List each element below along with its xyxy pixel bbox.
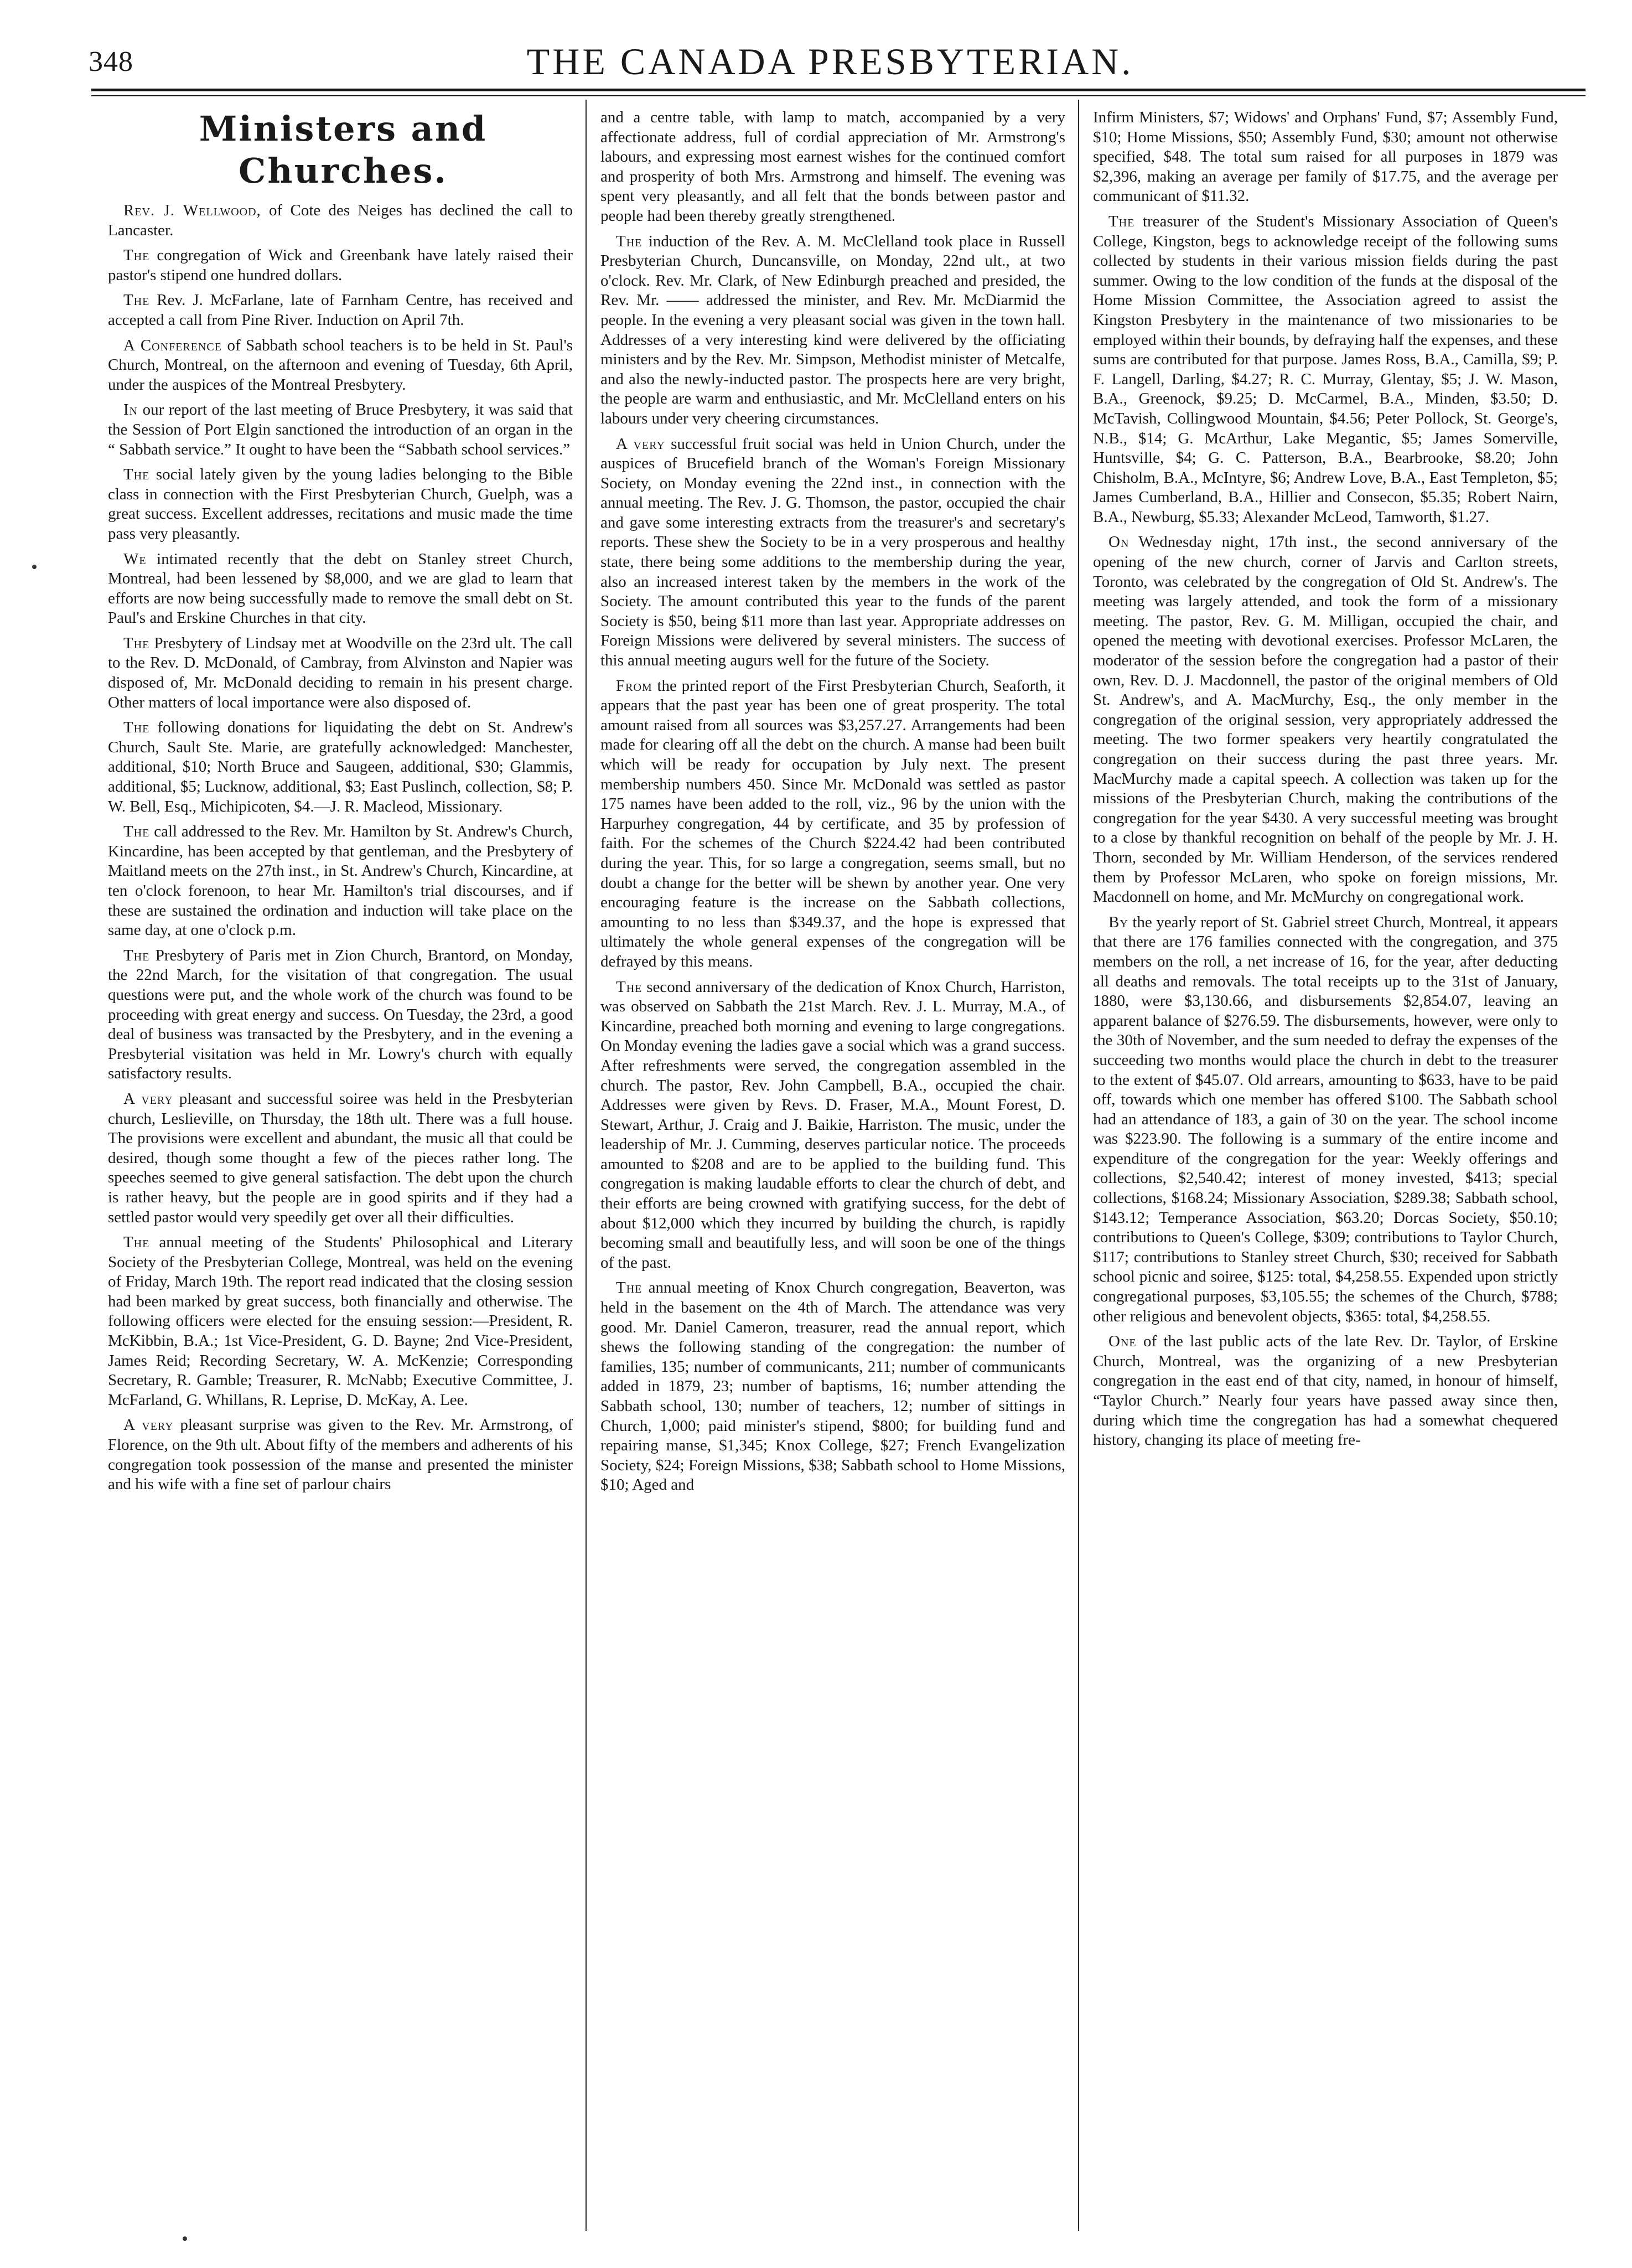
- article-paragraph: [108, 946, 573, 1084]
- article-paragraph: [108, 1089, 573, 1227]
- article-paragraph: [1093, 108, 1558, 206]
- article-paragraph: [600, 1278, 1065, 1495]
- section-title: Ministers and Churches.: [199, 109, 488, 191]
- paragraph-text: following donations for liquidating the debt on St. Andrew's Church, Sault Ste. Marie, are gratefully acknowledged: Manchester, additional, $10; North Bruce and Saugeen, additional, $30; Glammis, additional, $5; Lucknow, additional, $3; East Puslinch, collection, $8; P. W. Bell, Esq., Michipicoten, $4.—J. R. Macleod, Missionary.: [108, 719, 573, 815]
- paragraph-lead: The: [616, 1279, 643, 1297]
- paragraph-lead: A Conference: [123, 336, 222, 354]
- article-paragraph: [108, 400, 573, 459]
- paragraph-lead: The: [616, 232, 643, 250]
- column-2-paragraphs: [600, 108, 1065, 1495]
- paragraph-text: Rev. J. McFarlane, late of Farnham Centre, has received and accepted a call from Pine River. Induction on April 7th.: [108, 291, 573, 329]
- paragraph-lead: The: [123, 466, 150, 484]
- paragraph-text: annual meeting of the Students' Philosophical and Literary Society of the Presbyterian College, Montreal, was held on the evening of Friday, March 19th. The report read indicated that the closing session had been marked by great success, both financially and otherwise. The following officers were elected for the ensuing session:—President, R. McKibbin, B.A.; 1st Vice-President, G. D. Bayne; 2nd Vice-President, James Reid; Recording Secretary, W. A. McKenzie; Corresponding Secretary, R. Gamble; Treasurer, R. McNabb; Executive Committee, J. McFarland, G. Whillans, R. Leprise, D. McKay, A. Lee.: [108, 1233, 573, 1409]
- paragraph-text: second anniversary of the dedication of Knox Church, Harriston, was observed on Sabbath the 21st March. Rev. J. L. Murray, M.A., of Kincardine, preached both morning and evening to large congregations. On Monday evening the ladies gave a social which was a grand success. After refreshments were served, the congregation assembled in the church. The pastor, Rev. John Campbell, B.A., occupied the chair. Addresses were given by Revs. D. Fraser, M.A., Mount Forest, D. Stewart, Arthur, J. Craig and J. Baikie, Harriston. The music, under the leadership of Mr. J. Cumming, deserves particular notice. The proceeds amounted to $208 and are to be applied to the building fund. This congregation is making laudable efforts to clear the church of debt, and their efforts are being crowned with gratifying success, for the debt of about $12,000 which they incurred by building the church, is rapidly becoming small and beautifully less, and will soon be one of the things of the past.: [600, 978, 1065, 1272]
- article-paragraph: [108, 1233, 573, 1410]
- paragraph-text: successful fruit social was held in Union Church, under the auspices of Brucefield branch of the Woman's Foreign Missionary Society, on Monday evening the 22nd inst., in connection with the annual meeting. The Rev. J. G. Thomson, the pastor, occupied the chair and gave some interesting extracts from the treasurer's and secretary's reports. These shew the Society to be in a very prosperous and healthy state, there being some additions to the membership during the year, also an increased interest taken by the members in the work of the Society. The amount contributed this year to the funds of the parent Society is $50, being $11 more than last year. Appropriate addresses on Foreign Missions were delivered by several ministers. The success of this annual meeting augurs well for the future of the Society.: [600, 435, 1065, 670]
- article-paragraph: [600, 108, 1065, 226]
- paragraph-text: Wednesday night, 17th inst., the second anniversary of the opening of the new church, corner of Jarvis and Carlton streets, Toronto, was celebrated by the congregation of Old St. Andrew's. The meeting was largely attended, and took the form of a missionary meeting. The pastor, Rev. G. M. Milligan, occupied the chair, and opened the meeting with devotional exercises. Professor McLaren, the moderator of the session before the congregation had a pastor of their own, Rev. D. J. Macdonnell, the pastor of the original members of Old St. Andrew's, and A. MacMurchy, Esq., the only member in the congregation of the original session, very appropriately addressed the meeting. The two former speakers very heartily congratulated the congregation on their success during the past three years. Mr. MacMurchy made a capital speech. A collection was taken up for the missions of the Presbyterian Church, making the contributions of the congregation for the year $430. A very successful meeting was brought to a close by thankful recognition on behalf of the people by Mr. J. H. Thorn, seconded by Mr. William Henderson, of the services rendered them by Professor McLaren, who spoke on foreign missions, Mr. Macdonnell on home, and Mr. McMurchy on congregational work.: [1093, 533, 1558, 906]
- paragraph-text: social lately given by the young ladies belonging to the Bible class in connection with the First Presbyterian Church, Guelph, was a great success. Excellent addresses, recitations and music made the time pass very pleasantly.: [108, 466, 573, 543]
- column-2: [600, 108, 1065, 1501]
- paragraph-lead: A very: [123, 1089, 173, 1108]
- page-header: [83, 39, 1577, 83]
- column-rule-left: [586, 100, 587, 2231]
- paragraph-lead: We: [123, 550, 147, 568]
- paragraph-text: treasurer of the Student's Missionary Association of Queen's College, Kingston, begs to acknowledge receipt of the following sums collected by students in their various mission fields during the past summer. Owing to the low condition of the funds at the disposal of the Home Mission Committee, the Association agreed to assist the Kingston Presbytery in the maintenance of two missionaries to be employed within their bounds, by defraying half the expenses, and these sums are contributed for that purpose. James Ross, B.A., Camilla, $9; P. F. Langell, Darling, $4.27; R. C. Murray, Glentay, $5; J. W. Mason, B.A., Greenock, $9.25; D. McCarmel, B.A., Minden, $3.50; D. McTavish, Collingwood Mountain, $4.56; Peter Pollock, St. George's, N.B., $14; G. McArthur, Lake Megantic, $5; James Somerville, Huntsville, $4; G. C. Patterson, B.A., Bearbrooke, $8.20; John Chisholm, B.A., McIntyre, $6; Andrew Love, B.A., East Templeton, $5; James Cumberland, B.A., Hillier and Consecon, $5.35; Robert Nairn, B.A., Newburg, $5.33; Alexander McLeod, Tamworth, $1.27.: [1093, 212, 1558, 526]
- article-paragraph: [108, 634, 573, 712]
- paragraph-text: of Cote des Neiges has declined the call to Lancaster.: [108, 202, 573, 239]
- article-paragraph: [108, 822, 573, 941]
- paragraph-text: the printed report of the First Presbyterian Church, Seaforth, it appears that the past year has been one of great prosperity. The total amount raised from all sources was $3,257.27. Arrangements had been made for clearing off all the debt on the church. A manse had been built which will be ready for occupation by July next. The present membership numbers 450. Since Mr. McDonald was settled as pastor 175 names have been added to the roll, viz., 96 by the union with the Harpurhey congregation, 44 by certificate, and 35 by profession of faith. For the schemes of the Church $224.42 had been contributed during the year. This, for so large a congregation, seems small, but no doubt a change for the better will be shewn by another year. One very encouraging feature is the increase on the Sabbath collections, amounting to no less than $349.37, and the hope is expressed that ultimately the whole general expenses of the congregation will be defrayed by this means.: [600, 676, 1065, 970]
- paragraph-text: the yearly report of St. Gabriel street Church, Montreal, it appears that there are 176 families connected with the congregation, and 375 members on the roll, a net increase of 16, for the year, after deducting all deaths and removals. The total receipts up to the 31st of January, 1880, were $3,130.66, and disbursements $2,854.07, leaving an apparent balance of $276.59. The disbursements, however, were only to the 30th of November, and the sum needed to defray the expenses of the succeeding two months would place the church in debt to the treasurer to the extent of $45.07. Old arrears, amounting to $633, have to be paid off, towards which one member has offered $100. The Sabbath school had an attendance of 183, a gain of 30 on the year. The school income was $223.90. The following is a summary of the entire income and expenditure of the congregation for the year: Weekly offerings and collections, $2,540.42; interest of money invested, $413; special collections, $168.24; Missionary Association, $289.38; Sabbath school, $143.12; Temperance Association, $63.20; Dorcas Society, $50.10; contributions to Queen's College, $309; contributions to Taylor Church, $117; contributions to Stanley street Church, $30; received for Sabbath school picnic and soiree, $125: total, $4,258.55. Expended upon strictly congregational purposes, $3,105.55; the schemes of the Church, $788; other religious and benevolent objects, $365: total, $4,258.55.: [1093, 913, 1558, 1325]
- running-head: THE CANADA PRESBYTERIAN.: [526, 40, 1134, 82]
- paragraph-lead: From: [616, 676, 652, 695]
- paragraph-text: pleasant surprise was given to the Rev. Mr. Armstrong, of Florence, on the 9th ult. About fifty of the members and adherents of his congregation took possession of the manse and presented the minister and his wife with a fine set of parlour chairs: [108, 1416, 573, 1494]
- column-1-paragraphs: [108, 201, 573, 1495]
- paragraph-text: Presbytery of Paris met in Zion Church, Brantord, on Monday, the 22nd March, for the visitation of that congregation. The usual questions were put, and the whole work of the church was found to be proceeding with great energy and success. On Tuesday, the 23rd, a good deal of business was transacted by the Presbytery, and in the evening a Presbyterial visitation was held in Mr. Lowry's church with equally satisfactory results.: [108, 946, 573, 1083]
- paragraph-lead: By: [1108, 913, 1128, 931]
- margin-mark: [32, 565, 37, 569]
- header-rule-thin: [91, 95, 1586, 96]
- paragraph-lead: The: [123, 291, 150, 309]
- article-paragraph: [1093, 533, 1558, 907]
- paragraph-lead: The: [123, 823, 150, 841]
- article-paragraph: [1093, 1332, 1558, 1450]
- paragraph-text: of Sabbath school teachers is to be held in St. Paul's Church, Montreal, on the afternoon and evening of Tuesday, 6th April, under the auspices of the Montreal Presbytery.: [108, 336, 573, 394]
- paragraph-lead: The: [616, 978, 643, 996]
- article-paragraph: [108, 246, 573, 285]
- paragraph-lead: The: [123, 1233, 150, 1252]
- paragraph-lead: A very: [616, 435, 665, 453]
- article-paragraph: [600, 676, 1065, 972]
- column-3: [1093, 108, 1558, 1456]
- header-rule-thick: [91, 89, 1586, 91]
- paragraph-text: intimated recently that the debt on Stanley street Church, Montreal, had been lessened by $8,000, and we are glad to learn that efforts are now being successfully made to remove the small debt on St. Paul's and Erskine Churches in that city.: [108, 550, 573, 627]
- paragraph-text: annual meeting of Knox Church congregation, Beaverton, was held in the basement on the 4th of March. The attendance was very good. Mr. Daniel Cameron, treasurer, read the annual report, which shews the following standing of the congregation: the number of families, 135; number of communicants, 211; number of communicants added in 1879, 23; number of baptisms, 16; number attending the Sabbath school, 130; number of teachers, 12; number of sittings in Church, 1,000; paid minister's stipend, $800; for building fund and repairing manse, $1,345; Knox College, $27; French Evangelization Society, $24; Foreign Missions, $38; Sabbath school to Home Missions, $10; Aged and: [600, 1279, 1065, 1494]
- article-paragraph: [108, 465, 573, 544]
- paragraph-text: induction of the Rev. A. M. McClelland took place in Russell Presbyterian Church, Duncansville, on Monday, 22nd ult., at two o'clock. Rev. Mr. Clark, of New Edinburgh preached and presided, the Rev. Mr. —— addressed the minister, and Rev. Mr. McDiarmid the people. In the evening a very pleasant social was given in the town hall. Addresses of a very interesting kind were delivered by the officiating ministers and by the Rev. Mr. Simpson, Methodist minister of Metcalfe, and also the newly-inducted pastor. The prospects here are very bright, the people are warm and enthusiastic, and Mr. McClelland enters on his labours under very cheering circumstances.: [600, 232, 1065, 427]
- column-1: [108, 108, 573, 1500]
- paragraph-text: our report of the last meeting of Bruce Presbytery, it was said that the Session of Port Elgin sanctioned the introduction of an organ in the “ Sabbath service.” It ought to have been the “Sabbath school services.”: [108, 401, 573, 458]
- article-paragraph: [108, 336, 573, 395]
- paragraph-text: of the last public acts of the late Rev. Dr. Taylor, of Erskine Church, Montreal, was the organizing of a new Presbyterian congregation in the east end of that city, named, in honour of himself, “Taylor Church.” Nearly four years have passed away since then, during which time the congregation has had a somewhat chequered history, changing its place of meeting fre-: [1093, 1332, 1558, 1449]
- paragraph-lead: The: [123, 246, 150, 265]
- paragraph-lead: The: [123, 634, 150, 652]
- paragraph-text: congregation of Wick and Greenbank have lately raised their pastor's stipend one hundred dollars.: [108, 246, 573, 284]
- paragraph-text: and a centre table, with lamp to match, accompanied by a very affectionate address, full of cordial appreciation of Mr. Armstrong's labours, and expressing most earnest wishes for the continued comfort and prosperity of both Mrs. Armstrong and himself. The evening was spent very pleasantly, and all felt that the bonds between pastor and people had been thereby greatly strengthened.: [600, 109, 1065, 225]
- paragraph-lead: The: [123, 946, 150, 964]
- margin-mark: [183, 2236, 187, 2241]
- article-paragraph: [108, 1415, 573, 1494]
- paragraph-lead: The: [1108, 212, 1135, 230]
- paragraph-lead: A very: [123, 1416, 174, 1434]
- paragraph-text: Presbytery of Lindsay met at Woodville on the 23rd ult. The call to the Rev. D. McDonald, of Cambray, from Alvinston and Napier was disposed of, Mr. McDonald deciding to remain in his present charge. Other matters of local importance were also disposed of.: [108, 634, 573, 711]
- column-3-paragraphs: [1093, 108, 1558, 1450]
- article-paragraph: [600, 978, 1065, 1273]
- paragraph-lead: In: [123, 401, 138, 419]
- paragraph-lead: One: [1108, 1332, 1137, 1351]
- article-paragraph: [108, 291, 573, 330]
- article-paragraph: [108, 201, 573, 240]
- article-paragraph: [600, 232, 1065, 429]
- article-paragraph: [1093, 913, 1558, 1326]
- paragraph-lead: Rev. J. Wellwood,: [123, 202, 261, 219]
- paragraph-text: Infirm Ministers, $7; Widows' and Orphans' Fund, $7; Assembly Fund, $10; Home Missions, $50; Assembly Fund, $30; amount not otherwise specified, $48. The total sum raised for all purposes in 1879 was $2,396, making an average per family of $17.75, and the average per communicant of $11.32.: [1093, 109, 1558, 205]
- article-paragraph: [108, 718, 573, 817]
- paragraph-lead: The: [123, 719, 150, 737]
- column-rule-right: [1078, 100, 1079, 2231]
- paragraph-lead: On: [1108, 533, 1130, 551]
- paragraph-text: pleasant and successful soiree was held in the Presbyterian church, Leslieville, on Thursday, the 18th ult. There was a full house. The provisions were excellent and abundant, the music all that could be desired, though some thought a few of the pieces rather long. The speeches seemed to give general satisfaction. The debt upon the church is rather heavy, but the people are in good spirits and if they had a settled pastor would very speedily get over all their difficulties.: [108, 1089, 573, 1226]
- article-paragraph: [600, 435, 1065, 671]
- article-paragraph: [108, 550, 573, 628]
- article-paragraph: [1093, 212, 1558, 528]
- paragraph-text: call addressed to the Rev. Mr. Hamilton by St. Andrew's Church, Kincardine, has been accepted by that gentleman, and the Presbytery of Maitland meets on the 27th inst., in St. Andrew's Church, Kincardine, at ten o'clock forenoon, to hear Mr. Hamilton's trial discourses, and if these are sustained the ordination and induction will take place on the same day, at one o'clock p.m.: [108, 823, 573, 939]
- page-number: 348: [89, 46, 133, 78]
